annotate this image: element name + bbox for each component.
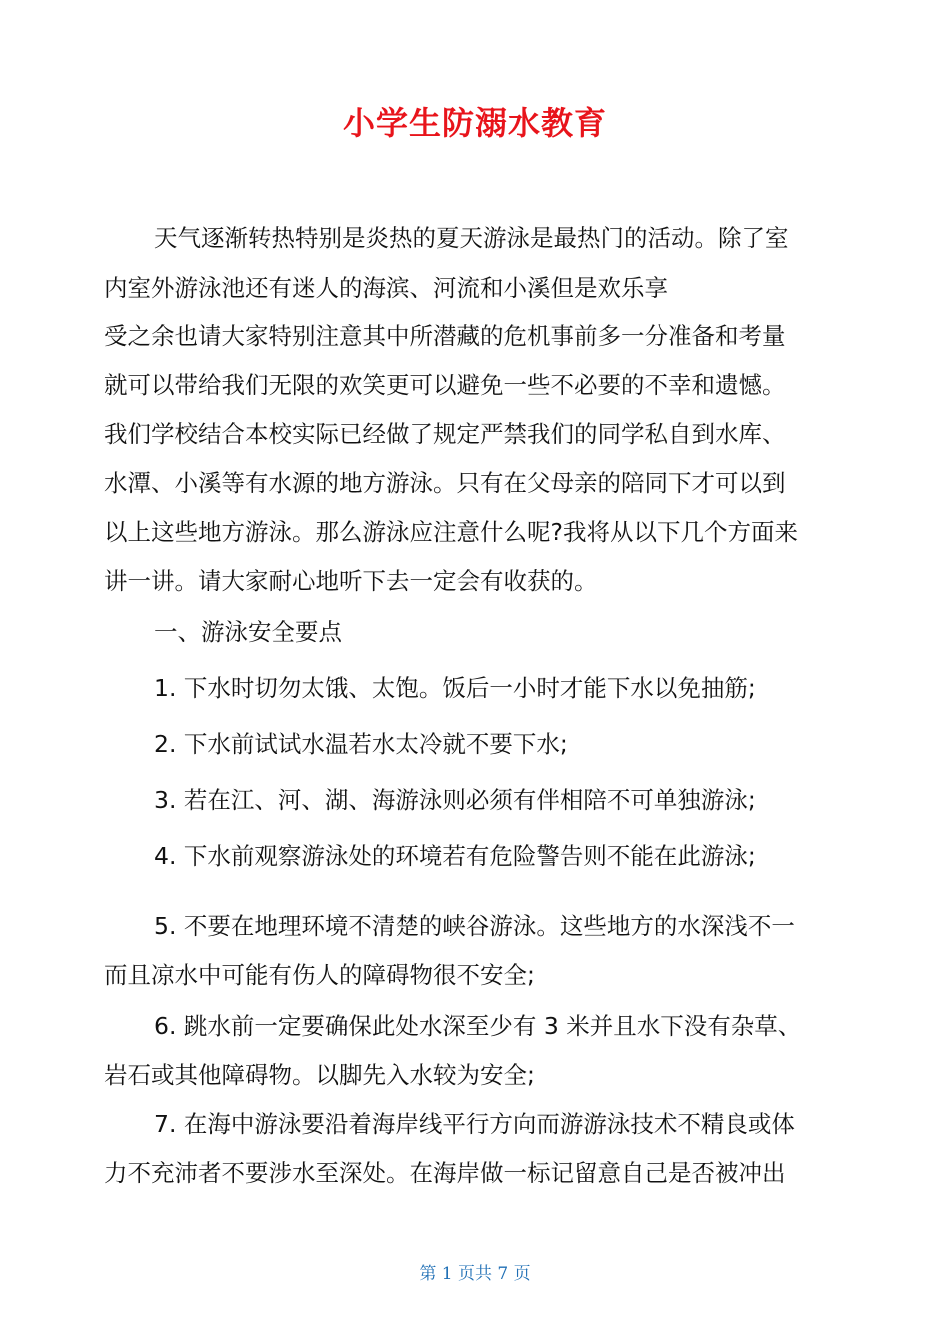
document-title: 小学生防溺水教育	[342, 104, 607, 142]
intro-line: 讲一讲。请大家耐心地听下去一定会有收获的。	[104, 567, 598, 595]
intro-line: 受之余也请大家特别注意其中所潜藏的危机事前多一分准备和考量	[104, 322, 786, 350]
intro-line: 以上这些地方游泳。那么游泳应注意什么呢?我将从以下几个方面来	[104, 518, 798, 546]
list-item-continuation: 岩石或其他障碍物。以脚先入水较为安全;	[104, 1061, 535, 1089]
list-item: 4. 下水前观察游泳处的环境若有危险警告则不能在此游泳;	[154, 842, 756, 870]
section-heading: 一、游泳安全要点	[154, 618, 342, 646]
list-item: 5. 不要在地理环境不清楚的峡谷游泳。这些地方的水深浅不一	[154, 912, 795, 940]
list-item-continuation: 力不充沛者不要涉水至深处。在海岸做一标记留意自己是否被冲出	[104, 1159, 786, 1187]
list-item-continuation: 而且凉水中可能有伤人的障碍物很不安全;	[104, 961, 535, 989]
list-item: 3. 若在江、河、湖、海游泳则必须有伴相陪不可单独游泳;	[154, 786, 756, 814]
intro-line: 水潭、小溪等有水源的地方游泳。只有在父母亲的陪同下才可以到	[104, 469, 786, 497]
list-item: 7. 在海中游泳要沿着海岸线平行方向而游游泳技术不精良或体	[154, 1110, 795, 1138]
intro-line: 天气逐渐转热特别是炎热的夏天游泳是最热门的活动。除了室	[154, 224, 789, 252]
list-item: 1. 下水时切勿太饿、太饱。饭后一小时才能下水以免抽筋;	[154, 674, 756, 702]
list-item: 2. 下水前试试水温若水太冷就不要下水;	[154, 730, 568, 758]
intro-line: 我们学校结合本校实际已经做了规定严禁我们的同学私自到水库、	[104, 420, 786, 448]
list-item: 6. 跳水前一定要确保此处水深至少有 3 米并且水下没有杂草、	[154, 1012, 802, 1040]
intro-line: 就可以带给我们无限的欢笑更可以避免一些不必要的不幸和遗憾。	[104, 371, 786, 399]
page-number: 第 1 页共 7 页	[419, 1264, 531, 1284]
intro-line: 内室外游泳池还有迷人的海滨、河流和小溪但是欢乐享	[104, 274, 668, 302]
